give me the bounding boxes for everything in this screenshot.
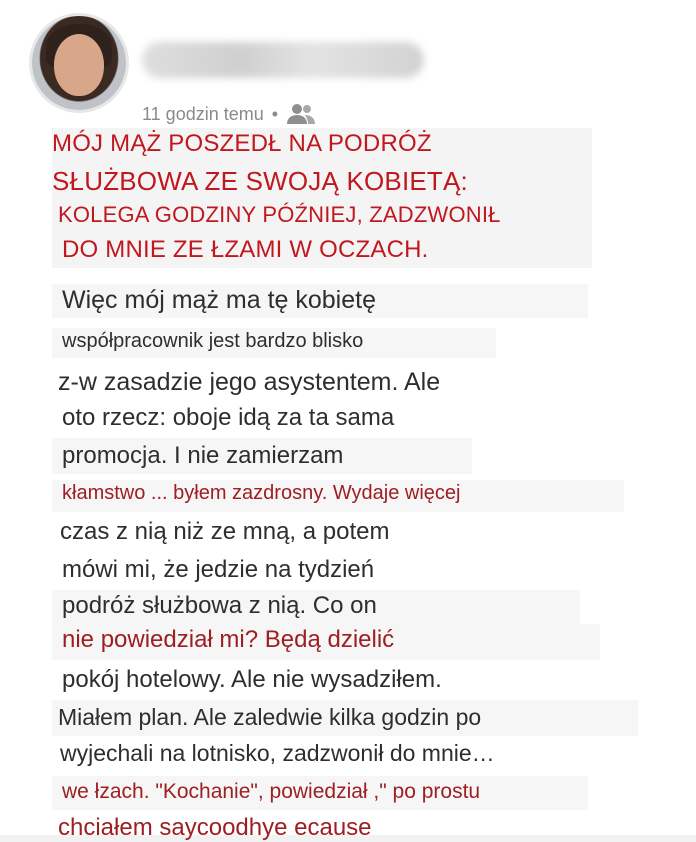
body-line: współpracownik jest bardzo blisko [62,330,364,352]
friends-icon[interactable] [286,103,316,125]
body-line: we łzach. "Kochanie", powiedział ," po prostu [62,780,481,803]
body-line: oto rzecz: oboje idą za ta sama [62,404,395,431]
author-avatar[interactable] [32,16,126,110]
post-meta [142,100,316,128]
body-line: kłamstwo ... byłem zazdrosny. Wydaje więcej [62,482,461,504]
avatar-face [54,34,104,96]
body-line: Miałem plan. Ale zaledwie kilka godzin po [58,704,482,730]
author-name-blurred[interactable] [142,42,424,78]
body-line: pokój hotelowy. Ale nie wysadziłem. [62,666,442,693]
post-timestamp[interactable]: 11 godzin temu [142,103,264,124]
body-line: nie powiedział mi? Będą dzielić [62,626,395,653]
body-line: czas z nią niż ze mną, a potem [60,518,390,545]
headline-line: MÓJ MĄŻ POSZEDŁ NA PODRÓŻ [52,130,432,157]
post-headline [52,128,592,268]
body-line: Więc mój mąż ma tę kobietę [62,286,376,314]
body-line: mówi mi, że jedzie na tydzień [62,556,375,583]
body-line: podróż służbowa z nią. Co on [62,592,377,619]
headline-line: DO MNIE ZE ŁZAMI W OCZACH. [62,236,429,263]
meta-separator: • [271,103,279,124]
body-line: wyjechali na lotnisko, zadzwonił do mnie… [60,740,495,766]
body-line: z-w zasadzie jego asystentem. Ale [58,368,441,396]
headline-line: KOLEGA GODZINY PÓŹNIEJ, ZADZWONIŁ [58,202,501,227]
body-line: promocja. I nie zamierzam [62,442,344,469]
body-line: chciałem saycoodhye ecause [58,814,372,841]
headline-line: SŁUŻBOWA ZE SWOJĄ KOBIETĄ: [52,166,468,196]
